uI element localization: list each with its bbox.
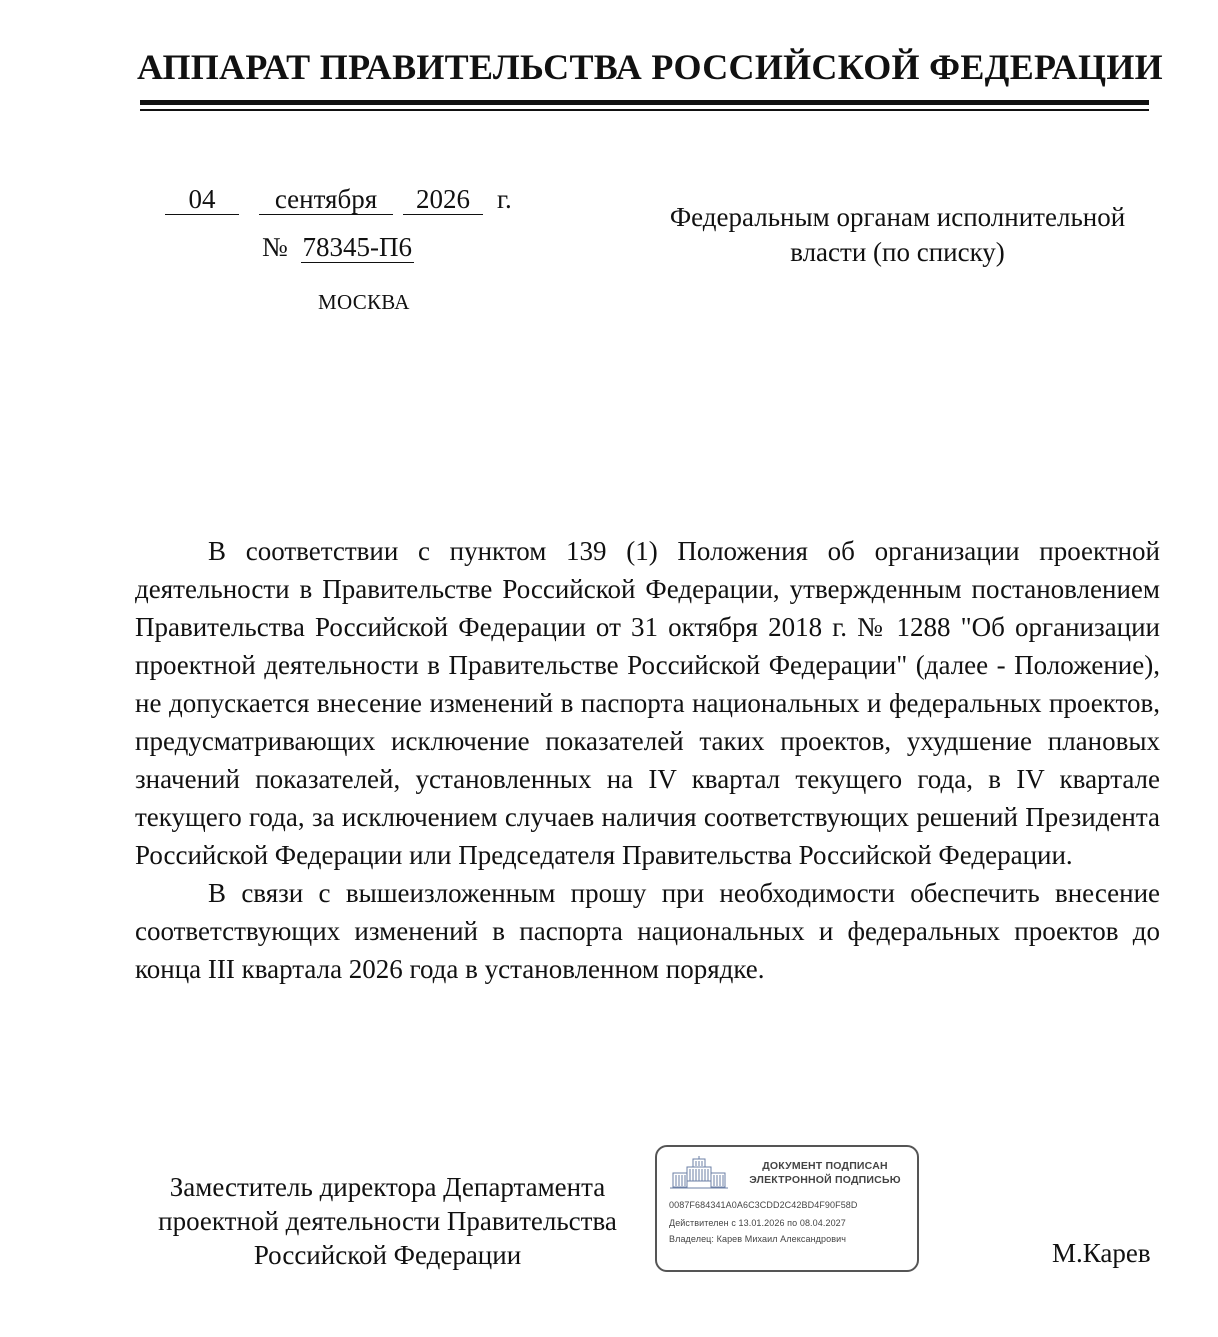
certificate-validity: Действителен с 13.01.2026 по 08.04.2027	[669, 1218, 846, 1228]
signer-position-line: Заместитель директора Департамента	[169, 1172, 606, 1202]
certificate-owner: Владелец: Карев Михаил Александрович	[669, 1234, 847, 1244]
body-paragraph: В связи с вышеизложенным прошу при необходимости обеспечить внесение соответствующих изменений в паспорта национальных и федеральных проектов до конца III квартала 2026 года в установленном порядке.	[135, 878, 1160, 984]
letter-body	[135, 532, 1160, 988]
date-year: 2026	[403, 184, 483, 215]
number-prefix: №	[262, 232, 288, 262]
stamp-title-line: ДОКУМЕНТ ПОДПИСАН	[762, 1160, 888, 1172]
addressee-block	[600, 200, 1195, 270]
date-year-suffix: г.	[497, 184, 512, 214]
signer-position-line: Российской Федерации	[253, 1240, 522, 1270]
stamp-title	[735, 1159, 915, 1187]
letterhead-title: АППАРАТ ПРАВИТЕЛЬСТВА РОССИЙСКОЙ ФЕДЕРАЦИИ	[137, 47, 1163, 87]
date-month: сентября	[259, 184, 393, 215]
addressee-line: власти (по списку)	[790, 237, 1005, 267]
certificate-serial: 0087F684341A0A6C3CDD2C42BD4F90F58D	[669, 1200, 858, 1210]
electronic-signature-stamp	[655, 1145, 919, 1272]
document-city: МОСКВА	[318, 290, 410, 314]
letterhead-rule-thick	[140, 100, 1149, 105]
signer-position	[110, 1170, 665, 1272]
stamp-title-line: ЭЛЕКТРОННОЙ ПОДПИСЬЮ	[749, 1174, 901, 1186]
date-day: 04	[165, 184, 239, 215]
number-value: 78345-П6	[302, 232, 413, 262]
document-number	[262, 232, 414, 263]
addressee-line: Федеральным органам исполнительной	[669, 202, 1126, 232]
letterhead-rule-thin	[140, 109, 1149, 111]
government-building-icon	[669, 1155, 729, 1193]
signer-position-line: проектной деятельности Правительства	[158, 1206, 617, 1236]
signer-name: М.Карев	[1052, 1238, 1151, 1268]
document-date	[165, 184, 512, 215]
body-paragraph: В соответствии с пунктом 139 (1) Положения об организации проектной деятельности в Правительстве Российской Федерации, утвержденным постановлением Правительства Российской Федерации от 31 октября 2018 г. № 1288 "Об организации проектной деятельности в Правительстве Российской Федерации" (далее - Положение), не допускается внесение изменений в паспорта национальных и федеральных проектов, предусматривающих исключение показателей таких проектов, ухудшение плановых значений показателей, установленных на IV квартал текущего года, в IV квартале текущего года, за исключением случаев наличия соответствующих решений Президента Российской Федерации или Председателя Правительства Российской Федерации.	[135, 536, 1160, 870]
